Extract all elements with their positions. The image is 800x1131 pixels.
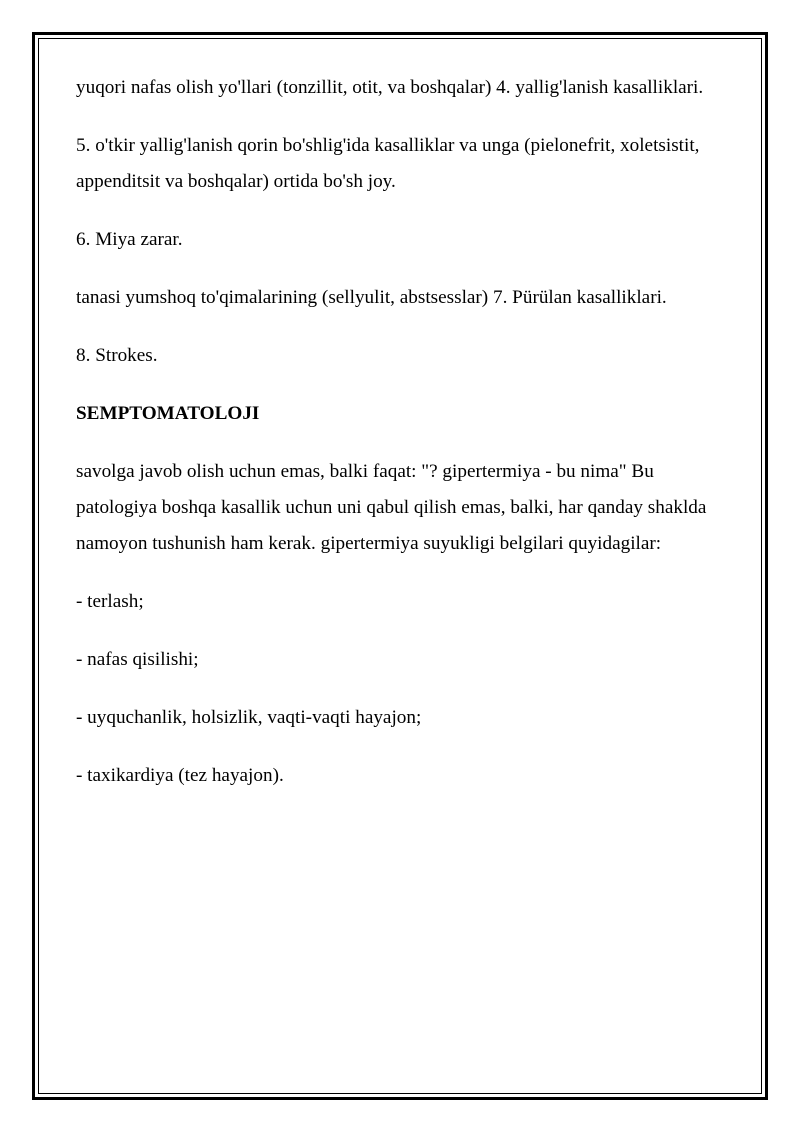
paragraph-soft-tissue: tanasi yumshoq to'qimalarining (sellyulit, abstsesslar) 7. Pürülan kasalliklari. — [76, 287, 667, 308]
paragraph-abdominal-inflammation: 5. o'tkir yallig'lanish qorin bo'shlig'ida kasalliklar va unga (pielonefrit, xoletsistit, appenditsit va boshqalar) ortida bo'sh joy. — [76, 135, 700, 192]
list-item-drowsiness: - uyquchanlik, holsizlik, vaqti-vaqti hayajon; — [76, 707, 422, 728]
list-item-sweating: - terlash; — [76, 591, 144, 612]
paragraph-strokes: 8. Strokes. — [76, 345, 158, 366]
list-item-tachycardia: - taxikardiya (tez hayajon). — [76, 765, 284, 786]
paragraph-brain-damage: 6. Miya zarar. — [76, 229, 183, 250]
section-heading: SEMPTOMATOLOJI — [76, 403, 260, 424]
list-item-shortness-of-breath: - nafas qisilishi; — [76, 649, 199, 670]
paragraph-upper-respiratory: yuqori nafas olish yo'llari (tonzillit, otit, va boshqalar) 4. yallig'lanish kasalliklari. — [76, 77, 704, 98]
document-content — [76, 70, 728, 816]
paragraph-symptoms-intro: savolga javob olish uchun emas, balki faqat: "? gipertermiya - bu nima" Bu patologiya boshqa kasallik uchun uni qabul qilish emas, balki, har qanday shaklda namoyon tushunish ham kerak. gipertermiya suyukligi belgilari quyidagilar: — [76, 461, 707, 554]
